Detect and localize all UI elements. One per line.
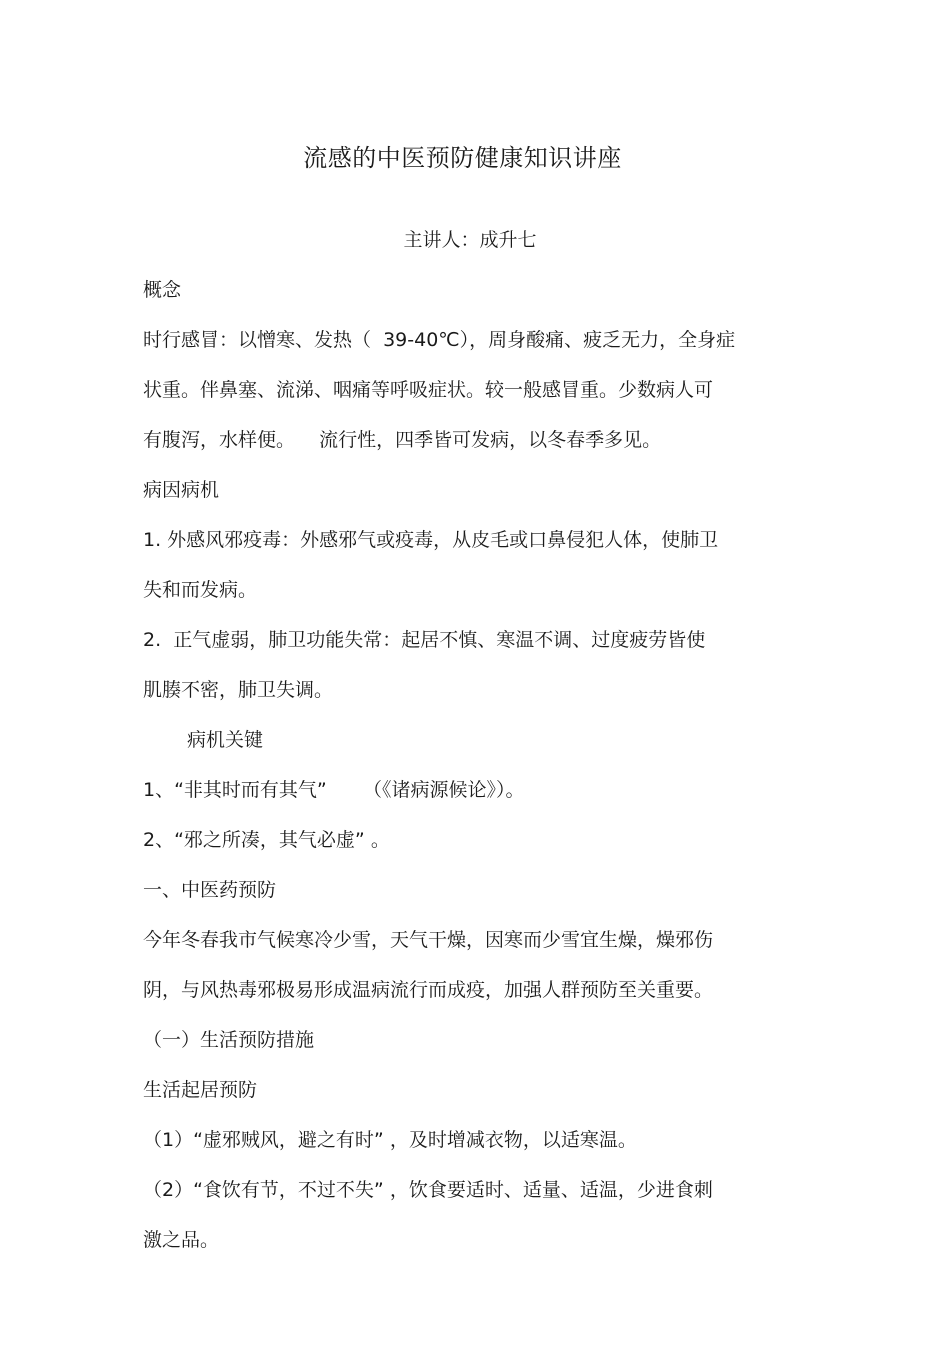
paragraph-line: 有腹泻，水样便。 流行性，四季皆可发病，以冬春季多见。 [143, 429, 662, 451]
section-heading-tcm-prevention: 一、中医药预防 [143, 879, 277, 901]
list-item-line: 2. 正气虚弱，肺卫功能失常：起居不慎、寒温不调、过度疲劳皆使 [143, 629, 706, 651]
list-item-line: 2、“邪之所凑，其气必虚” 。 [143, 829, 390, 851]
paragraph-line: 今年冬春我市气候寒冷少雪，天气干燥，因寒而少雪宜生燥，燥邪伤 [143, 929, 714, 951]
paragraph-line: 状重。伴鼻塞、流涕、咽痛等呼吸症状。较一般感冒重。少数病人可 [143, 379, 714, 401]
list-item-line: 肌腠不密，肺卫失调。 [143, 679, 334, 701]
section-heading-etiology: 病因病机 [143, 479, 220, 501]
list-item-line: （1）“虚邪贼风，避之有时” ，及时增减衣物，以适寒温。 [143, 1129, 637, 1151]
section-heading-concept: 概念 [143, 279, 182, 301]
list-item-line: 1、“非其时而有其气” （《诸病源候论》）。 [143, 779, 525, 801]
section-heading-life-measures: （一）生活预防措施 [143, 1029, 315, 1051]
section-heading-daily-life: 生活起居预防 [143, 1079, 258, 1101]
section-heading-key-mechanism: 病机关键 [187, 729, 264, 751]
list-item-line: 失和而发病。 [143, 579, 258, 601]
list-item-line: 激之品。 [143, 1229, 220, 1251]
list-item-line: （2）“食饮有节，不过不失” ，饮食要适时、适量、适温，少进食刺 [143, 1179, 713, 1201]
paragraph-line: 时行感冒：以憎寒、发热（ 39-40℃），周身酸痛、疲乏无力，全身症 [143, 329, 736, 351]
document-title: 流感的中医预防健康知识讲座 [303, 144, 622, 172]
paragraph-line: 阴，与风热毒邪极易形成温病流行而成疫，加强人群预防至关重要。 [143, 979, 714, 1001]
speaker-line: 主讲人：成升七 [403, 229, 537, 251]
list-item-line: 1. 外感风邪疫毒：外感邪气或疫毒，从皮毛或口鼻侵犯人体，使肺卫 [143, 529, 719, 551]
